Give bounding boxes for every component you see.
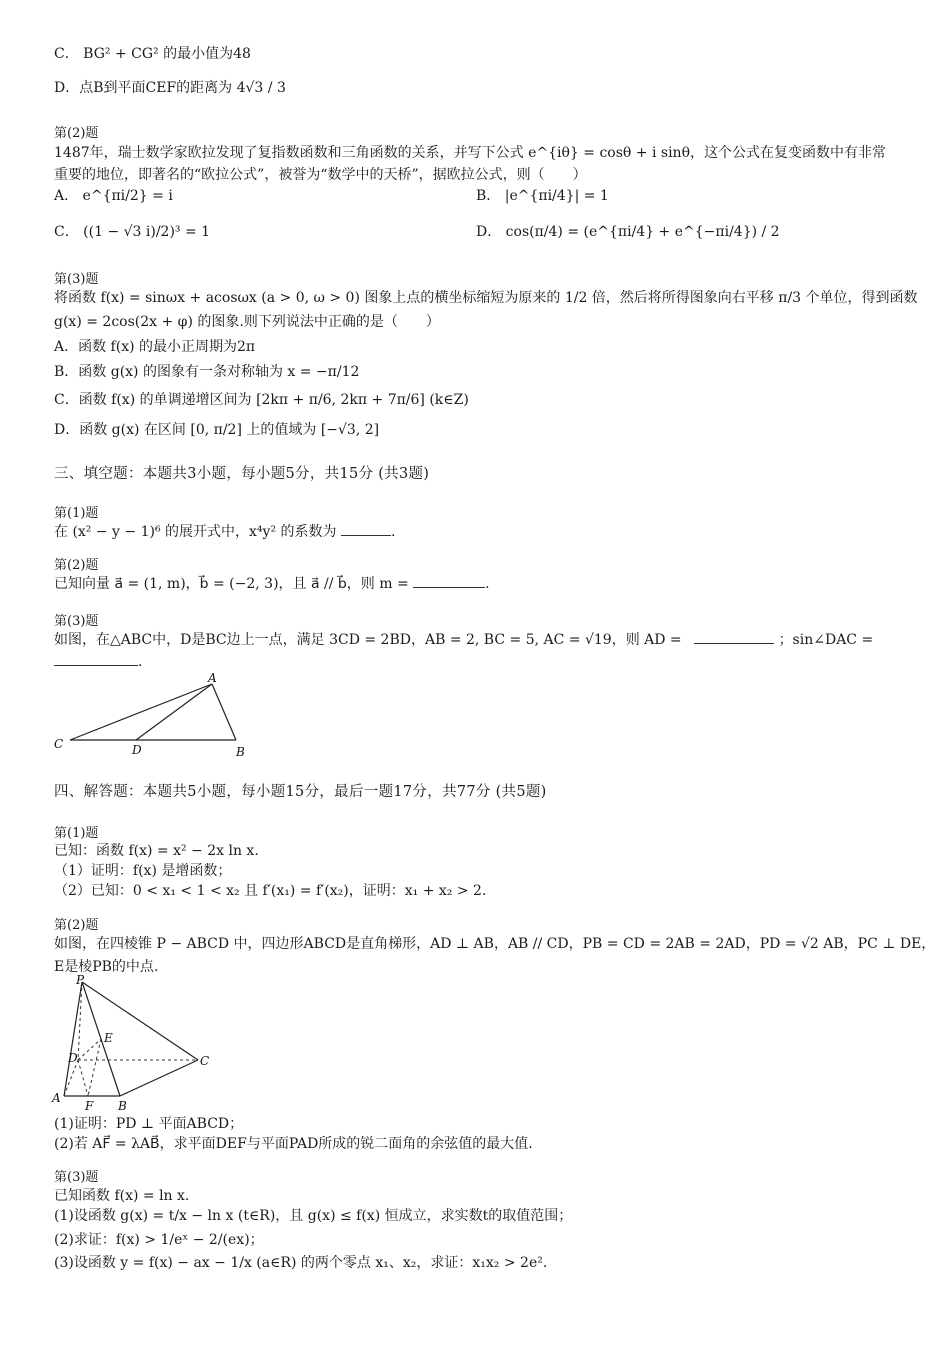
question-part-2: (2)若 AF⃗ = λAB⃗，求平面DEF与平面PAD所成的锐二面角的余弦值的最大值.: [54, 1136, 533, 1152]
section-title: 四、解答题：本题共5小题，每小题15分，最后一题17分，共77分 (共5题): [54, 784, 547, 800]
edge-pc: [82, 982, 198, 1060]
option-c-top: C． BG² + CG² 的最小值为48: [54, 46, 251, 62]
option-d-top: D．点B到平面CEF的距离为 4√3 / 3: [54, 80, 286, 96]
question-heading: 第(3)题: [54, 272, 99, 287]
question-stem-tail: ；sin∠DAC =: [778, 632, 874, 648]
side-ab: [212, 684, 236, 740]
label-d: D: [68, 1051, 78, 1065]
question-heading: 第(2)题: [54, 918, 99, 933]
question-heading: 第(3)题: [54, 614, 99, 629]
side-ca: [70, 684, 212, 740]
option-c: C． ((1 − √3 i)/2)³ = 1: [54, 224, 211, 240]
segment-df: [78, 1060, 88, 1096]
question-stem-line1: 将函数 f(x) = sinωx + acosωx (a > 0, ω > 0) 图象上点的横坐标缩短为原来的 1/2 倍，然后将所得图象向右平移 π/3 个单位，得到函数: [54, 290, 918, 306]
pyramid-figure: [48, 972, 218, 1114]
answer-blank[interactable]: [341, 523, 391, 536]
question-part-3: (3)设函数 y = f(x) − ax − 1/x (a∈R) 的两个零点 x₁、x₂，求证：x₁x₂ > 2e².: [54, 1255, 548, 1271]
question-heading: 第(3)题: [54, 1170, 99, 1185]
label-b: B: [236, 745, 245, 759]
edge-ad: [64, 1060, 78, 1096]
question-stem-line2: g(x) = 2cos(2x + φ) 的图象.则下列说法中正确的是（ ）: [54, 314, 440, 330]
fill-question-2: 已知向量 a⃗ = (1, m)，b⃗ = (−2, 3)，且 a⃗ // b⃗，则 m = .: [54, 576, 490, 592]
option-b: B．函数 g(x) 的图象有一条对称轴为 x = −π/12: [54, 364, 360, 380]
label-c: C: [54, 737, 64, 751]
option-d: D．函数 g(x) 在区间 [0, π/2] 上的值域为 [−√3, 2]: [54, 422, 380, 438]
label-a: A: [52, 1091, 61, 1105]
question-stem: 在 (x² − y − 1)⁶ 的展开式中，x⁴y² 的系数为: [54, 524, 337, 540]
answer-blank[interactable]: [413, 575, 485, 588]
question-part-1: （1）证明：f(x) 是增函数；: [54, 863, 232, 879]
option-c: C．函数 f(x) 的单调递增区间为 [2kπ + π/6, 2kπ + 7π/6] (k∈Z): [54, 392, 469, 408]
option-d: D． cos(π/4) = (e^{πi/4} + e^{−πi/4}) / 2: [476, 224, 780, 240]
question-stem-line2: E是棱PB的中点.: [54, 959, 159, 975]
answer-blank-sin[interactable]: [54, 653, 138, 666]
answer-blank-ad[interactable]: [694, 631, 774, 644]
label-d: D: [132, 743, 142, 757]
question-stem: 已知向量 a⃗ = (1, m)，b⃗ = (−2, 3)，且 a⃗ // b⃗，则 m =: [54, 576, 409, 592]
question-stem: 已知函数 f(x) = ln x.: [54, 1188, 190, 1204]
edge-pa: [64, 982, 82, 1096]
section-title: 三、填空题：本题共3小题，每小题5分，共15分 (共3题): [54, 466, 430, 482]
question-heading: 第(2)题: [54, 558, 99, 573]
label-b: B: [118, 1099, 127, 1113]
question-stem: 如图，在△ABC中，D是BC边上一点，满足 3CD = 2BD，AB = 2, BC = 5, AC = √19，则 AD =: [54, 632, 682, 648]
segment-ef: [88, 1039, 101, 1096]
segment-de: [78, 1039, 101, 1060]
question-heading: 第(1)题: [54, 826, 99, 841]
label-p: P: [76, 973, 85, 987]
option-a: A．函数 f(x) 的最小正周期为2π: [54, 339, 256, 355]
fill-question-3: [54, 630, 898, 650]
option-a: A． e^{πi/2} = i: [54, 188, 173, 204]
label-a: A: [208, 672, 217, 685]
label-c: C: [200, 1054, 210, 1068]
question-heading: 第(2)题: [54, 126, 99, 141]
edge-bc: [120, 1060, 198, 1096]
question-heading: 第(1)题: [54, 506, 99, 521]
question-part-1: (1)设函数 g(x) = t/x − ln x (t∈R)，且 g(x) ≤ f(x) 恒成立，求实数t的取值范围；: [54, 1208, 573, 1224]
label-f: F: [85, 1099, 94, 1113]
label-e: E: [104, 1031, 113, 1045]
segment-ad: [136, 684, 212, 740]
question-stem-line1: 如图，在四棱锥 P − ABCD 中，四边形ABCD是直角梯形，AD ⊥ AB，AB // CD，PB = CD = 2AB = 2AD，PD = √2 AB，PC ⊥ DE，: [54, 936, 936, 952]
question-stem: 1487年，瑞士数学家欧拉发现了复指数函数和三角函数的关系，并写下公式 e^{iθ} = cosθ + i sinθ，这个公式在复变函数中有非常重要的地位，即著名的“欧拉公式”，被誉为“数学中的天桥”，据欧拉公式，则（ ）: [54, 145, 886, 183]
question-part-1: (1)证明：PD ⊥ 平面ABCD；: [54, 1116, 244, 1132]
fill-question-1: 在 (x² − y − 1)⁶ 的展开式中，x⁴y² 的系数为 .: [54, 524, 396, 540]
triangle-figure: [48, 672, 258, 764]
option-b: B． |e^{πi/4}| = 1: [476, 188, 609, 204]
question-part-2: (2)求证：f(x) > 1/eˣ − 2/(ex)；: [54, 1232, 264, 1248]
question-part-2: （2）已知：0 < x₁ < 1 < x₂ 且 f′(x₁) = f′(x₂)，证明：x₁ + x₂ > 2.: [54, 883, 487, 899]
question-stem: 已知：函数 f(x) = x² − 2x ln x.: [54, 843, 259, 859]
